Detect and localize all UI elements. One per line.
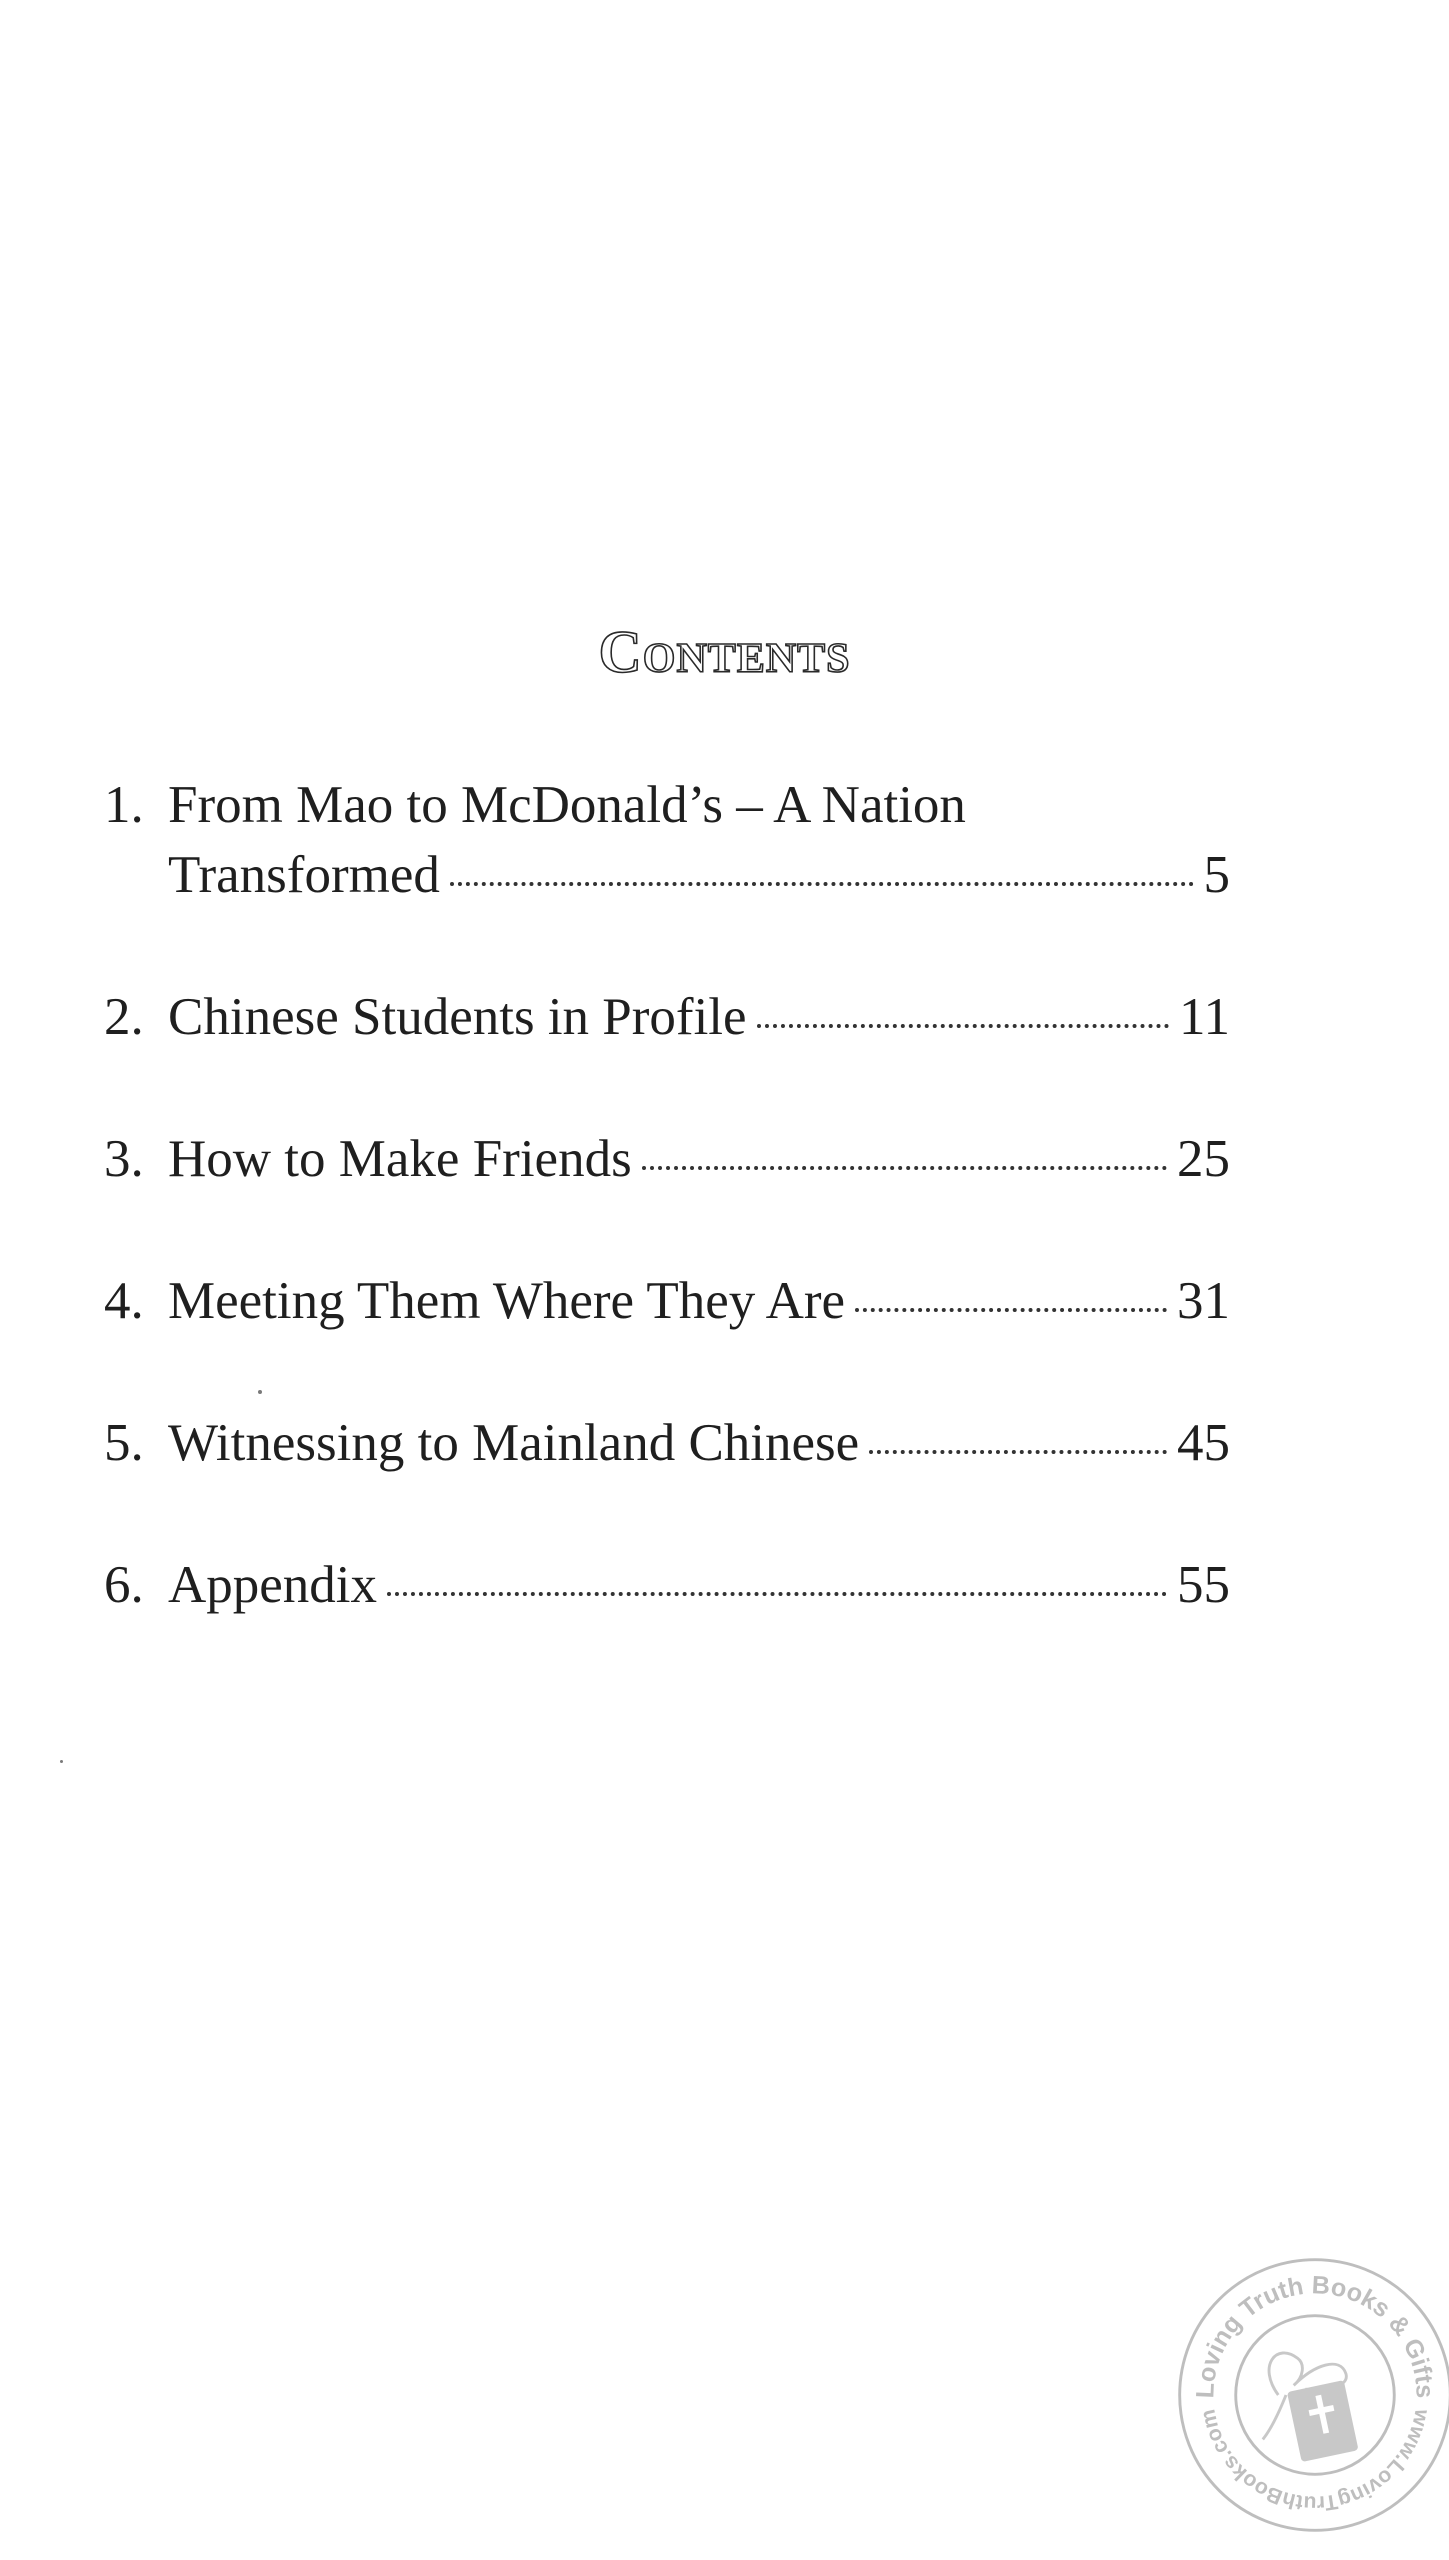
- toc-entry-2[interactable]: [104, 982, 1230, 1052]
- table-of-contents: [104, 770, 1230, 1692]
- toc-entry-5[interactable]: [104, 1408, 1230, 1478]
- toc-entry-number: 3.: [104, 1130, 144, 1188]
- toc-entry-title: Witnessing to Mainland Chinese: [168, 1414, 860, 1472]
- toc-entry-page: 11: [1178, 988, 1230, 1046]
- dot-leader: [642, 1146, 1167, 1170]
- bible-gift-icon: [1263, 2353, 1359, 2462]
- dot-leader: [869, 1430, 1167, 1454]
- toc-entry-title: How to Make Friends: [168, 1130, 632, 1188]
- toc-entry-6[interactable]: [104, 1550, 1230, 1620]
- toc-entry-3[interactable]: [104, 1124, 1230, 1194]
- toc-entry-page: 5: [1203, 846, 1230, 904]
- toc-entry-number: 5.: [104, 1414, 144, 1472]
- contents-heading: Contents: [598, 619, 851, 685]
- dot-leader: [855, 1288, 1167, 1312]
- toc-entry-4[interactable]: [104, 1266, 1230, 1336]
- watermark-brand-text: Loving Truth Books & Gifts: [1191, 2271, 1439, 2399]
- dot-leader: [757, 1004, 1169, 1028]
- store-watermark-stamp: [1170, 2250, 1449, 2540]
- watermark-url-text: www.LovingTruthBooks.com: [1195, 2407, 1435, 2516]
- toc-entry-page: 55: [1177, 1556, 1230, 1614]
- toc-entry-number: 6.: [104, 1556, 144, 1614]
- toc-entry-title: Chinese Students in Profile: [168, 988, 747, 1046]
- dot-leader: [450, 862, 1194, 886]
- toc-entry-page: 45: [1177, 1414, 1230, 1472]
- toc-entry-number: 1.: [104, 776, 144, 834]
- toc-entry-number: 4.: [104, 1272, 144, 1330]
- dot-leader: [387, 1572, 1167, 1596]
- toc-entry-number: 2.: [104, 988, 144, 1046]
- toc-entry-page: 25: [1177, 1130, 1230, 1188]
- toc-entry-1[interactable]: [104, 770, 1230, 910]
- toc-entry-title-line2: Transformed: [168, 846, 440, 904]
- toc-entry-page: 31: [1177, 1272, 1230, 1330]
- toc-entry-title: Appendix: [168, 1556, 378, 1614]
- toc-entry-title-line1: From Mao to McDonald’s – A Nation: [168, 776, 966, 834]
- toc-entry-title: Meeting Them Where They Are: [168, 1272, 846, 1330]
- stray-mark: [258, 1390, 262, 1394]
- stray-mark: [60, 1760, 63, 1763]
